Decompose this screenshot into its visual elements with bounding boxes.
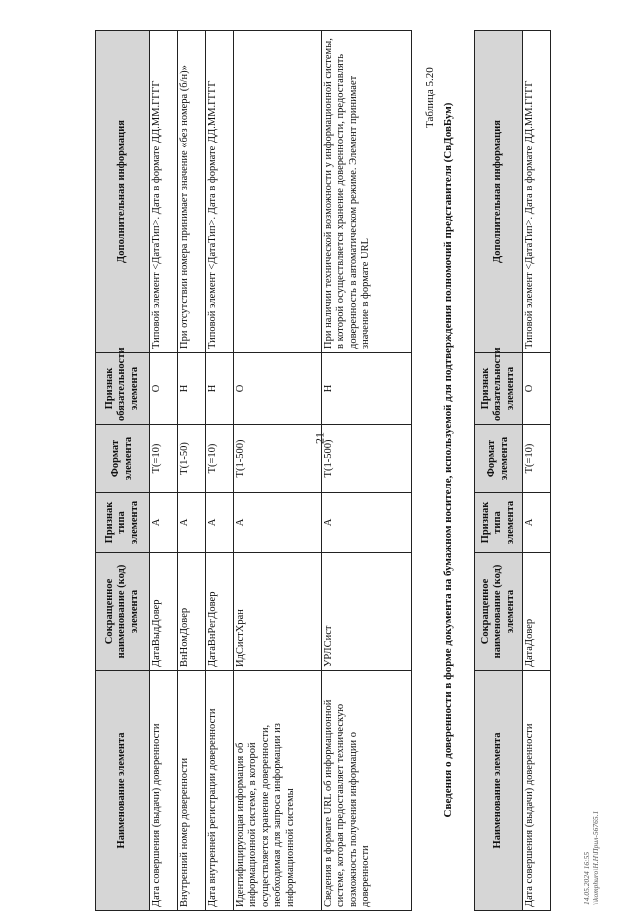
cell-name: Внутренний номер доверенности [178,671,206,911]
cell-info: Типовой элемент <ДатаТип>. Дата в формате ДД.ММ.ГГГГ [523,31,551,353]
cell-info: Типовой элемент <ДатаТип>. Дата в формате ДД.ММ.ГГГГ [150,31,178,353]
cell-format: T(1-500) [234,425,322,493]
print-stamp [582,811,600,905]
cell-code: УРЛСист [322,553,412,671]
header-type: Признак типа элемента [475,493,523,553]
page-number: 21 [312,432,327,444]
table-1-container [95,30,412,911]
table-header-row [475,31,523,911]
cell-required: Н [178,353,206,425]
cell-type: А [322,493,412,553]
cell-type: А [234,493,322,553]
cell-format: T(1-500) [322,425,412,493]
table-2-container [474,30,551,911]
cell-required: Н [322,353,412,425]
cell-type: А [523,493,551,553]
cell-name: Идентифицирующая информация об информационной системе, в которой осуществляется хранение доверенности, необходимая для запроса информации из информационной системы [234,671,322,911]
cell-required: О [150,353,178,425]
header-format: Формат элемента [475,425,523,493]
cell-required: О [523,353,551,425]
table-header-row [96,31,150,911]
cell-required: О [234,353,322,425]
cell-type: А [150,493,178,553]
elements-table-1 [95,30,412,911]
table-row [234,31,322,911]
header-required: Признак обязательности элемента [475,353,523,425]
header-format: Формат элемента [96,425,150,493]
stamp-path: \\komphuro\Н.Н\Прил-56765.1 [591,810,600,905]
cell-info: Типовой элемент <ДатаТип>. Дата в формате ДД.ММ.ГГГГ [206,31,234,353]
header-name: Наименование элемента [96,671,150,911]
header-name: Наименование элемента [475,671,523,911]
cell-name: Дата совершения (выдачи) доверенности [150,671,178,911]
cell-format: T(=10) [150,425,178,493]
table-row [523,31,551,911]
header-type: Признак типа элемента [96,493,150,553]
cell-info [234,31,322,353]
cell-name: Дата совершения (выдачи) доверенности [523,671,551,911]
header-required: Признак обязательности элемента [96,353,150,425]
table-label: Таблица 5.20 [424,67,436,128]
cell-name: Сведения в формате URL об информационной системе, которая предоставляет техническую возможность получения информации о доверенности [322,671,412,911]
header-info: Дополнительная информация [475,31,523,353]
header-info: Дополнительная информация [96,31,150,353]
header-code: Сокращенное наименование (код) элемента [96,553,150,671]
table-row [322,31,412,911]
table-title: Сведения о доверенности в форме документа на бумажном носителе, используемой для подтверждения полномочий представителя (СвДовБум) [442,102,454,818]
cell-format: T(=10) [523,425,551,493]
cell-format: T(=10) [206,425,234,493]
cell-name: Дата внутренней регистрации доверенности [206,671,234,911]
table-row [206,31,234,911]
stamp-date: 14.05.2024 16:55 [582,851,591,905]
cell-type: А [206,493,234,553]
table-row [178,31,206,911]
cell-code: ДатаДовер [523,553,551,671]
cell-required: Н [206,353,234,425]
cell-format: T(1-50) [178,425,206,493]
cell-code: ДатаВыдДовер [150,553,178,671]
cell-code: ДатаВнРегДовер [206,553,234,671]
cell-code: ВнНомДовер [178,553,206,671]
elements-table-2 [474,30,551,911]
cell-type: А [178,493,206,553]
cell-info: При наличии технической возможности у информационной системы, в которой осуществляется хранение доверенности, предоставлять доверенность в автоматическом режиме. Элемент принимает значение в формате URL [322,31,412,353]
cell-info: При отсутствии номера принимает значение «без номера (б/н)» [178,31,206,353]
table-row [150,31,178,911]
cell-code: ИдСистХран [234,553,322,671]
header-code: Сокращенное наименование (код) элемента [475,553,523,671]
